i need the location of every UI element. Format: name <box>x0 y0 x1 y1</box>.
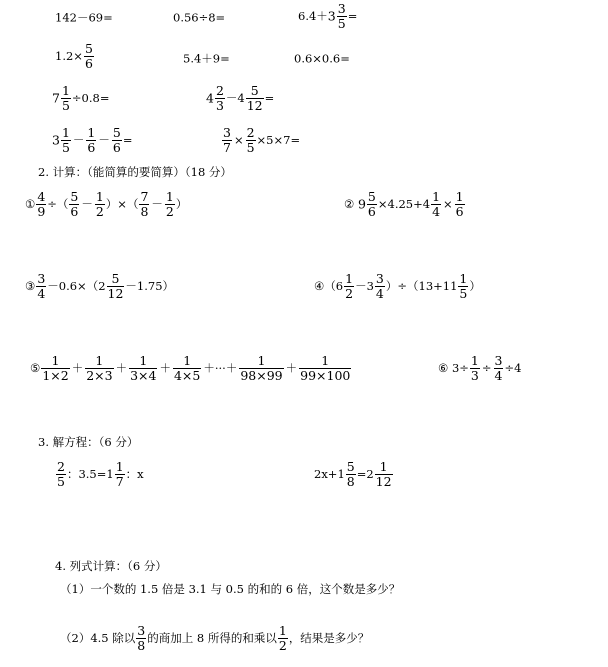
oral-r3c2: 4 $\frac{2}{3}$ －4 $\frac{5}{12}$ = <box>206 83 275 114</box>
word-problem-2: （2）4.5 除以 $\frac{3}{8}$ 的商加上 8 所得的和乘以 $\frac{1}{2}$ ，结果是多少？ <box>60 623 370 654</box>
equation-2: 2x+1 $\frac{5}{8}$ =2 $\frac{1}{12}$ <box>314 459 392 490</box>
word-problem-1: （1）一个数的 1.5 倍是 3.1 与 0.5 的和的 6 倍，这个数是多少？ <box>60 582 401 596</box>
problem-6: ⑥ 3÷ $\frac{1}{3}$ ÷ $\frac{3}{4}$ ÷4 <box>438 353 522 384</box>
section3-title: 3. 解方程：（6 分） <box>38 435 139 449</box>
problem-5: ⑤ $\frac{1}{1\times 2}$ ＋ $\frac{1}{2\times 3}$ ＋ $\frac{1}{3\times 4}$ ＋ $\frac{1}{4\times 5}$ ＋···＋ $\frac{1}{98\times 99}$ ＋ $\frac{1}{99\times 100}$ <box>30 353 351 384</box>
section4-title: 4. 列式计算：（6 分） <box>55 559 167 573</box>
problem-3: ③ $\frac{3}{4}$ －0.6×（2 $\frac{5}{12}$ －1.75） <box>25 271 175 302</box>
equation-1: $\frac{2}{5}$ ：3.5=1 $\frac{1}{7}$ ：x <box>57 459 144 490</box>
oral-r2c3: 0.6×0.6= <box>294 51 350 66</box>
problem-1: ① $\frac{4}{9}$ ÷（ $\frac{5}{6}$ － $\frac{1}{2}$ ）×（ $\frac{7}{8}$ － $\frac{1}{2}$ ） <box>25 189 188 220</box>
oral-r1c2: 0.56÷8= <box>173 10 226 25</box>
problem-4: ④（6 $\frac{1}{2}$ －3 $\frac{3}{4}$ ）÷（13+11 $\frac{1}{5}$ ） <box>314 271 481 302</box>
problem-2: ② 9 $\frac{5}{6}$ ×4.25+4 $\frac{1}{4}$ × $\frac{1}{6}$ <box>344 189 464 220</box>
oral-r2c1: 1.2× $\frac{5}{6}$ <box>55 41 93 72</box>
section2-title: 2. 计算：（能简算的要简算）（18 分） <box>38 165 232 179</box>
oral-r3c1: 7 $\frac{1}{5}$ ÷0.8= <box>52 83 110 114</box>
oral-r1c1: 142－69= <box>55 10 113 25</box>
oral-r4c1: 3 $\frac{1}{5}$ － $\frac{1}{6}$ － $\frac{5}{6}$ = <box>52 125 133 156</box>
oral-r1c3: 6.4＋3 $\frac{3}{5}$ = <box>298 1 358 32</box>
oral-r4c2: $\frac{3}{7}$ × $\frac{2}{5}$ ×5×7= <box>223 125 301 156</box>
oral-r2c2: 5.4＋9= <box>183 51 230 66</box>
